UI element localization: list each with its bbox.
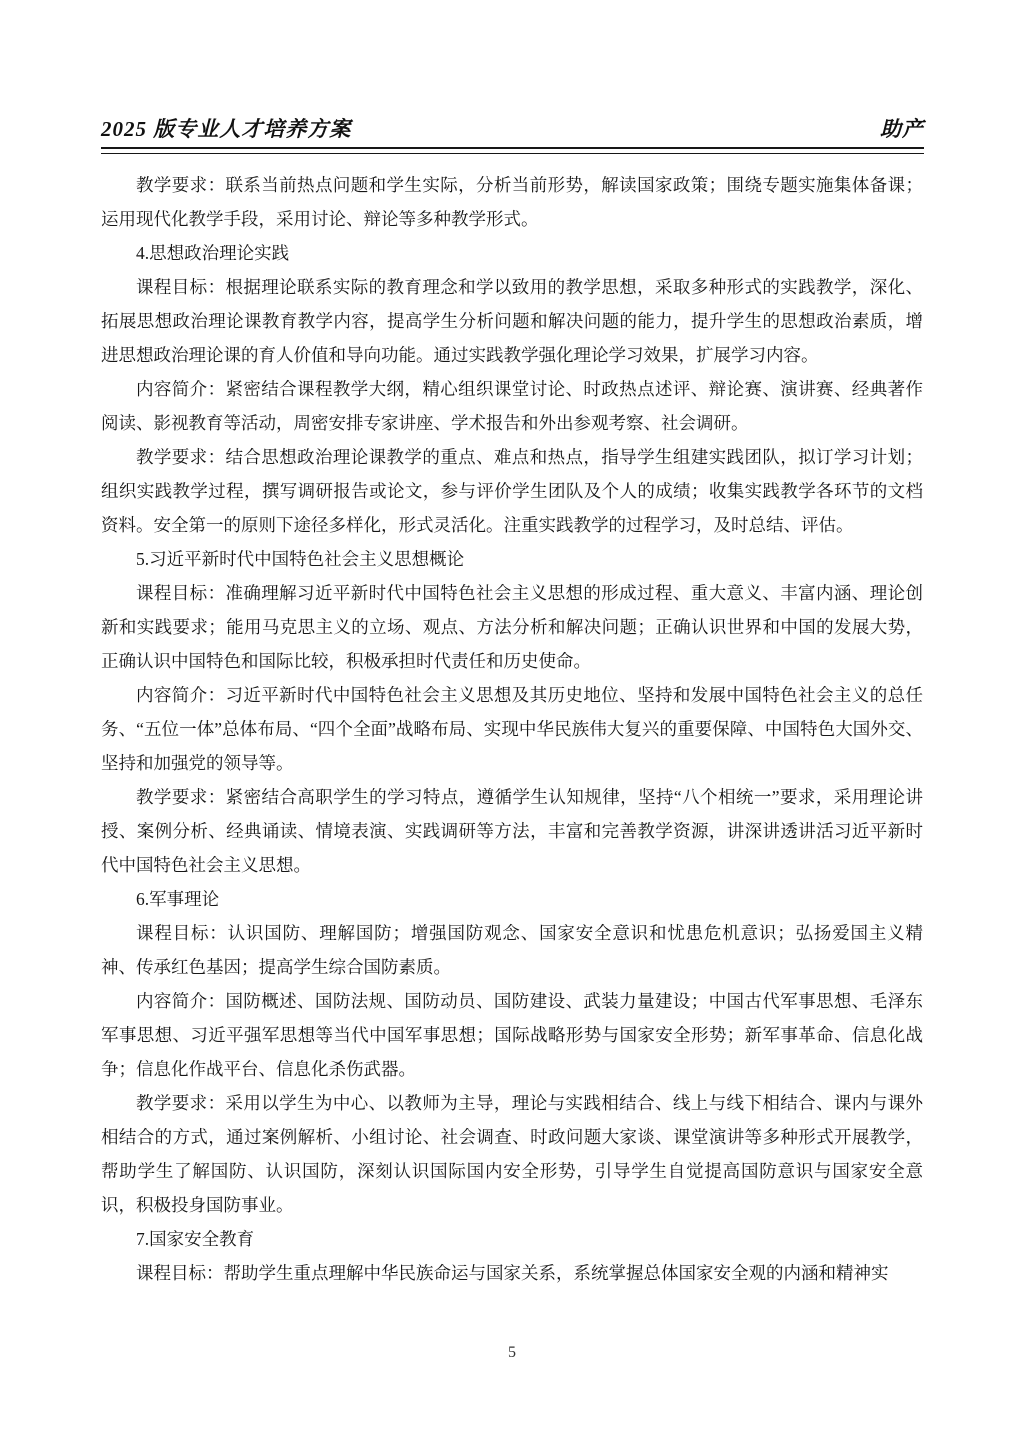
paragraph: 课程目标：根据理论联系实际的教育理念和学以致用的教学思想，采取多种形式的实践教学，深化、拓展思想政治理论课教育教学内容，提高学生分析问题和解决问题的能力，提升学生的思想政治素质，增进思想政治理论课的育人价值和导向功能。通过实践教学强化理论学习效果，扩展学习内容。: [101, 277, 923, 365]
paragraph: 课程目标：认识国防、理解国防；增强国防观念、国家安全意识和忧患危机意识；弘扬爱国主义精神、传承红色基因；提高学生综合国防素质。: [101, 923, 923, 977]
content: [101, 168, 923, 1290]
paragraph: 课程目标：帮助学生重点理解中华民族命运与国家关系，系统掌握总体国家安全观的内涵和精神实: [136, 1263, 889, 1283]
paragraph: 内容简介：国防概述、国防法规、国防动员、国防建设、武装力量建设；中国古代军事思想、毛泽东军事思想、习近平强军思想等当代中国军事思想；国际战略形势与国家安全形势；新军事革命、信息化战争；信息化作战平台、信息化杀伤武器。: [101, 991, 923, 1079]
paragraph: 7.国家安全教育: [136, 1229, 255, 1249]
page-number: 5: [508, 1344, 516, 1361]
page-header: [101, 116, 924, 154]
paragraph: 内容简介：习近平新时代中国特色社会主义思想及其历史地位、坚持和发展中国特色社会主义的总任务、“五位一体”总体布局、“四个全面”战略布局、实现中华民族伟大复兴的重要保障、中国特色大国外交、坚持和加强党的领导等。: [101, 685, 923, 773]
paragraph: 课程目标：准确理解习近平新时代中国特色社会主义思想的形成过程、重大意义、丰富内涵、理论创新和实践要求；能用马克思主义的立场、观点、方法分析和解决问题；正确认识世界和中国的发展大势，正确认识中国特色和国际比较，积极承担时代责任和历史使命。: [101, 583, 923, 671]
paragraph: 6.军事理论: [136, 889, 220, 909]
paragraph: 教学要求：采用以学生为中心、以教师为主导，理论与实践相结合、线上与线下相结合、课内与课外相结合的方式，通过案例解析、小组讨论、社会调查、时政问题大家谈、课堂演讲等多种形式开展教学，帮助学生了解国防、认识国防，深刻认识国际国内安全形势，引导学生自觉提高国防意识与国家安全意识，积极投身国防事业。: [101, 1093, 923, 1215]
paragraph: 4.思想政治理论实践: [136, 243, 290, 263]
header-title: 2025 版专业人才培养方案: [101, 117, 352, 141]
page-footer: [0, 1344, 1024, 1362]
paragraph: 5.习近平新时代中国特色社会主义思想概论: [136, 549, 465, 569]
paragraph: 教学要求：紧密结合高职学生的学习特点，遵循学生认知规律，坚持“八个相统一”要求，采用理论讲授、案例分析、经典诵读、情境表演、实践调研等方法，丰富和完善教学资源，讲深讲透讲活习近平新时代中国特色社会主义思想。: [101, 787, 923, 875]
header-major-label: 助产: [880, 117, 924, 141]
paragraph: 内容简介：紧密结合课程教学大纲，精心组织课堂讨论、时政热点述评、辩论赛、演讲赛、经典著作阅读、影视教育等活动，周密安排专家讲座、学术报告和外出参观考察、社会调研。: [101, 379, 923, 433]
paragraph: 教学要求：结合思想政治理论课教学的重点、难点和热点，指导学生组建实践团队，拟订学习计划；组织实践教学过程，撰写调研报告或论文，参与评价学生团队及个人的成绩；收集实践教学各环节的文档资料。安全第一的原则下途径多样化，形式灵活化。注重实践教学的过程学习，及时总结、评估。: [101, 447, 923, 535]
paragraph: 教学要求：联系当前热点问题和学生实际，分析当前形势，解读国家政策；围绕专题实施集体备课；运用现代化教学手段，采用讨论、辩论等多种教学形式。: [101, 175, 923, 229]
header-rule: [101, 147, 924, 154]
